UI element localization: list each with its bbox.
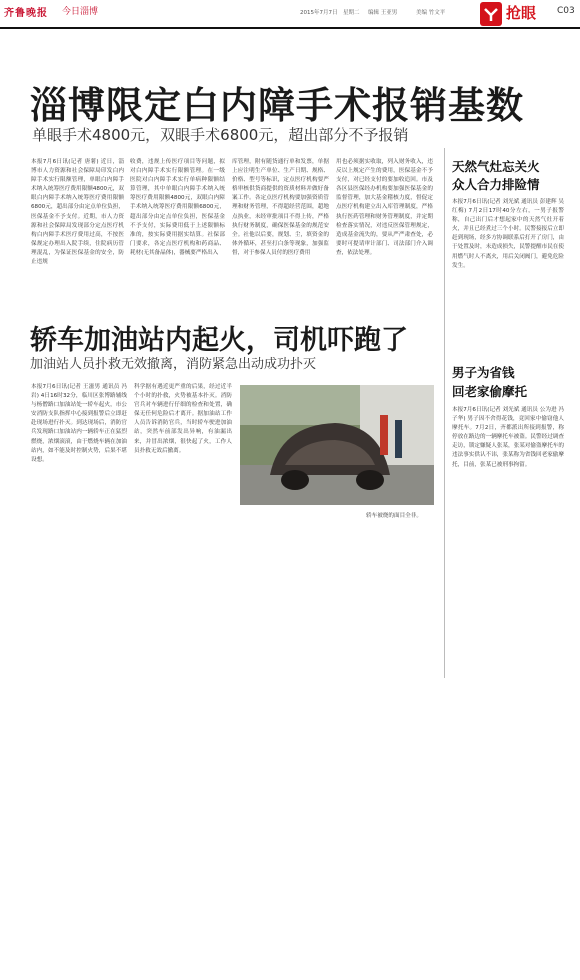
main-story-column-1: 本报7月6日讯(记者 唐薯) 近日，淄博市人力资源和社会保障局印发白内障手术实行限额管理，单眼白内障手术纳入统筹医疗费用限额4800元，双眼白内障手术纳入统筹医疗费用限额6800元，超出部分由定点单位负担，医保基金不予支付。近期，市人力资源和社会保障局发现部分定点医疗机构白内障手术医疗费用过高，不按医保规定办理出入院手续，住院病历管理混乱，为保证医保基金的安全，防止违规 bbox=[31, 159, 124, 266]
side-story-1-headline-line-2: 众人合力排险情 bbox=[452, 177, 540, 192]
second-story-column-1: 本报7月6日讯(记者 王滋男 通讯员 冯岩) 4日16时32分，临川区张博路辅线与杨僧路口加油站处一轿车起火，市公安消防支队指挥中心接到报警后立即赶赴现场进行扑灭。到达现场后，消防官兵发现路口加油站内一辆轿车正在猛烈燃烧，浓烟滚滚，由于燃烧车辆在加油站内，如不能及时控制火势，后果不堪设想。 bbox=[31, 384, 127, 463]
header-rule bbox=[0, 27, 580, 29]
second-subhead: 加油站人员扑救无效撤离，消防紧急出动成功扑灭 bbox=[30, 357, 317, 372]
page-number: C03 bbox=[557, 6, 575, 16]
header-art-editor: 美编 竹文平 bbox=[416, 10, 446, 16]
section-tag bbox=[480, 2, 550, 26]
side-story-2-headline-line-1: 男子为省钱 bbox=[452, 365, 515, 380]
header-date: 2015年7月7日 bbox=[300, 10, 338, 16]
side-story-2-headline-line-2: 回老家偷摩托 bbox=[452, 384, 528, 399]
masthead-brand: 齐鲁晚报 bbox=[4, 8, 48, 19]
side-story-2-body: 本报7月6日讯(记者 刘光斌 通讯员 公为进 冯子华) 男子因不舍得花钱，竟回家中偷窃他人摩托车。7月2日，齐都派出所接到报警，称停放在路边的一辆摩托车被盗。民警经过调查走访，锁定嫌疑人张某，张某对偷盗摩托车的违法事实供认不讳，张某称为省钱回老家偷摩托，目前，张某已被刑事拘留。 bbox=[452, 407, 564, 468]
photo-caption: 轿车被烧的面目全非。 bbox=[366, 513, 422, 519]
eye-icon bbox=[480, 2, 502, 26]
burned-car-photo bbox=[240, 385, 434, 505]
second-story-column-2: 科学据有遇近更严重的后果，经过近半个小时的扑救，火势被基本扑灭。消防官兵对车辆进行仔细的检查和处置，确保无任何危险后才离开。据加油站工作人员告诉消防官兵，当时轿车驶进加油站，突然车前部发出异响，有油漏出来，并冒出浓烟，很快起了火，工作人员扑救无效后撤离。 bbox=[134, 384, 232, 454]
main-subhead: 单眼手术4800元，双眼手术6800元，超出部分不予报销 bbox=[32, 126, 409, 144]
header-editor: 编辑 王亚男 bbox=[368, 10, 398, 16]
main-story-column-3: 库管理，附有随货通行单和发票，单据上应注明生产单位、生产日期、规格、价格、型号等标识，定点医疗机构要严格审核供货商提供的资质材料并做好备案工作。各定点医疗机构要加强资质管理和财务管理，不得超经营范围，超地点执业，未经审批项目不得上传，严格执行财务制度，确保医保基金的规范安全。社他以后要，规划、尘，填资金的体外循环，甚至打白条等现象，加强监督，对于参保人员付的医疗费用 bbox=[232, 159, 329, 256]
section-label: 抢眼 bbox=[506, 4, 537, 22]
main-story-column-4: 用也必须据实收取，列入财务收入，违反以上规定产生的费用，医保基金不予支付，对已经支付的要加收追回。市及各区县医保经办机构要加强医保基金的监督管理，加大基金稽核力度，督促定点医疗机构建立出入库管理制度，严格执行医药管理和财务管理制度，并定期检查落实情况，对违反医保管理规定，造成基金流失的，要从严严肃查处，必要时可提请审计部门、司法部门介入调查，依法处理。 bbox=[336, 159, 433, 256]
second-headline: 轿车加油站内起火，司机吓跑了 bbox=[30, 325, 408, 356]
main-story-column-2: 收费，违规上传医疗项目等问题，拟对白内障手术实行限额管理。在一级医院对白内障手术实行单病种限额结算管理，其中单眼白内障手术纳入统筹医疗费用限额4800元，双眼白内障手术纳入统筹医疗费用限额6800元，超出部分由定点单位负担，医保基金不予支付，实际费用低于上述限额标准的，按实际费用据实结算。社保部门要求，各定点医疗机构和药商品、耗材(无其备晶体)，器械要严格出入 bbox=[130, 159, 225, 256]
page-header bbox=[0, 0, 580, 36]
header-weekday: 星期二 bbox=[343, 10, 360, 16]
masthead-subtitle: 今日淄博 bbox=[62, 7, 99, 17]
side-story-1-headline-line-1: 天然气灶忘关火 bbox=[452, 159, 540, 174]
column-divider bbox=[444, 148, 445, 678]
main-headline: 淄博限定白内障手术报销基数 bbox=[30, 84, 524, 127]
side-story-1-body: 本报7月6日讯(记者 刘光斌 通讯员 彭建辉 吴红梅) 7月2日17时40分左右，一男子报警称，自己出门后才想起家中的天然气灶开着火，并且已经煮过三个小时。民警接报后立即赶到现场，经多方协调联系后打开了房门，由于处置及时，未造成损失，民警提醒市民在使用燃气时人不离火，用后关闭阀门，避免危险发生。 bbox=[452, 199, 564, 269]
